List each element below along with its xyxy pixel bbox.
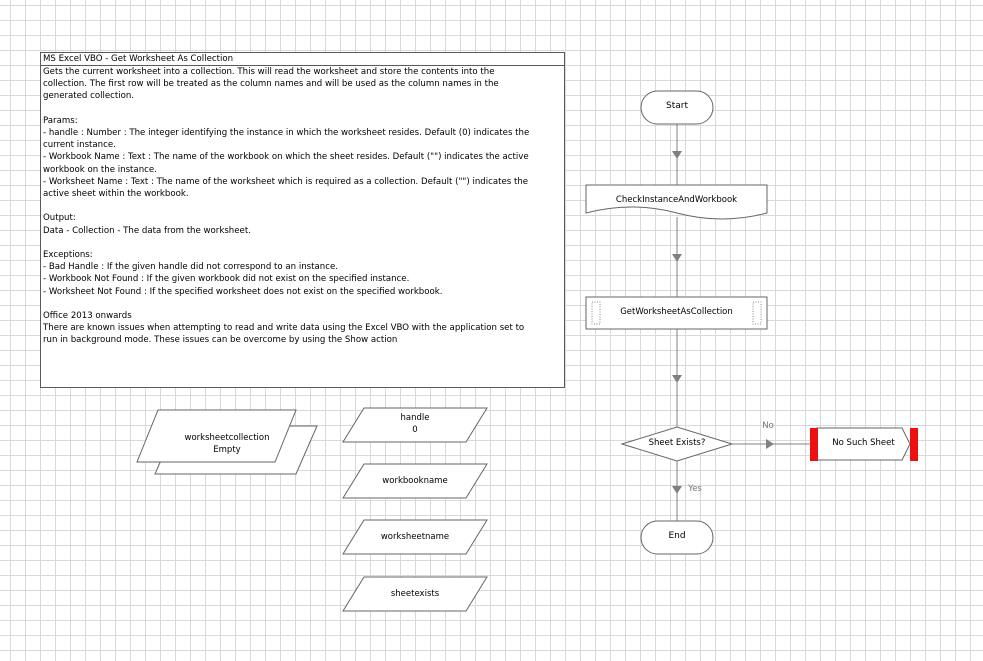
note-title: MS Excel VBO - Get Worksheet As Collection xyxy=(41,53,564,66)
arrow-to-get xyxy=(672,254,682,262)
handle-name-label: handle xyxy=(400,413,430,423)
description-note[interactable] xyxy=(40,52,565,388)
yes-label: Yes xyxy=(688,484,702,494)
handle-value-label: 0 xyxy=(412,425,418,435)
no-label: No xyxy=(762,421,774,431)
exception-label: No Such Sheet xyxy=(832,438,895,448)
worksheetname-label: worksheetname xyxy=(380,532,450,542)
arrow-to-check xyxy=(672,151,682,159)
decision-label: Sheet Exists? xyxy=(648,438,706,448)
arrow-to-decision xyxy=(672,375,682,383)
sheetexists-label: sheetexists xyxy=(390,589,440,599)
workbookname-label: workbookname xyxy=(382,476,448,486)
check-instance-label: CheckInstanceAndWorkbook xyxy=(615,195,738,205)
collection-name-label: worksheetcollection xyxy=(184,433,270,443)
exception-right-bar xyxy=(910,428,918,461)
arrow-to-exception xyxy=(766,439,774,449)
note-body: Gets the current worksheet into a collection. This will read the worksheet and store the contents into the collection. The first row will be treated as the column names and will be used as the column names in the generated collection. Params: - handle : Number : The integer identifying the instance in which the worksheet resides. Default (0) indicates the current instance. - Workbook Name : Text : The name of the workbook on which the sheet resides. Default ("") indicates the active workbook on the instance. - Worksheet Name : Text : The name of the worksheet which is required as a collection. Default ("") indicates the active sheet within the workbook. Output: Data - Collection - The data from the worksheet. Exceptions: - Bad Handle : If the given handle did not correspond to an instance. - Workbook Not Found : If the given workbook did not exist on the specified instance. - Worksheet Not Found : If the specified worksheet does not exist on the specified workbook. Office 2013 onwards There are known issues when attempting to read and write data using the Excel VBO with the application set to run in background mode. These issues can be overcome by using the Show action xyxy=(43,67,530,346)
end-label: End xyxy=(668,531,686,541)
get-worksheet-label: GetWorksheetAsCollection xyxy=(620,307,733,317)
arrow-to-end xyxy=(672,486,682,494)
collection-value-label: Empty xyxy=(213,445,241,455)
start-label: Start xyxy=(666,101,688,111)
